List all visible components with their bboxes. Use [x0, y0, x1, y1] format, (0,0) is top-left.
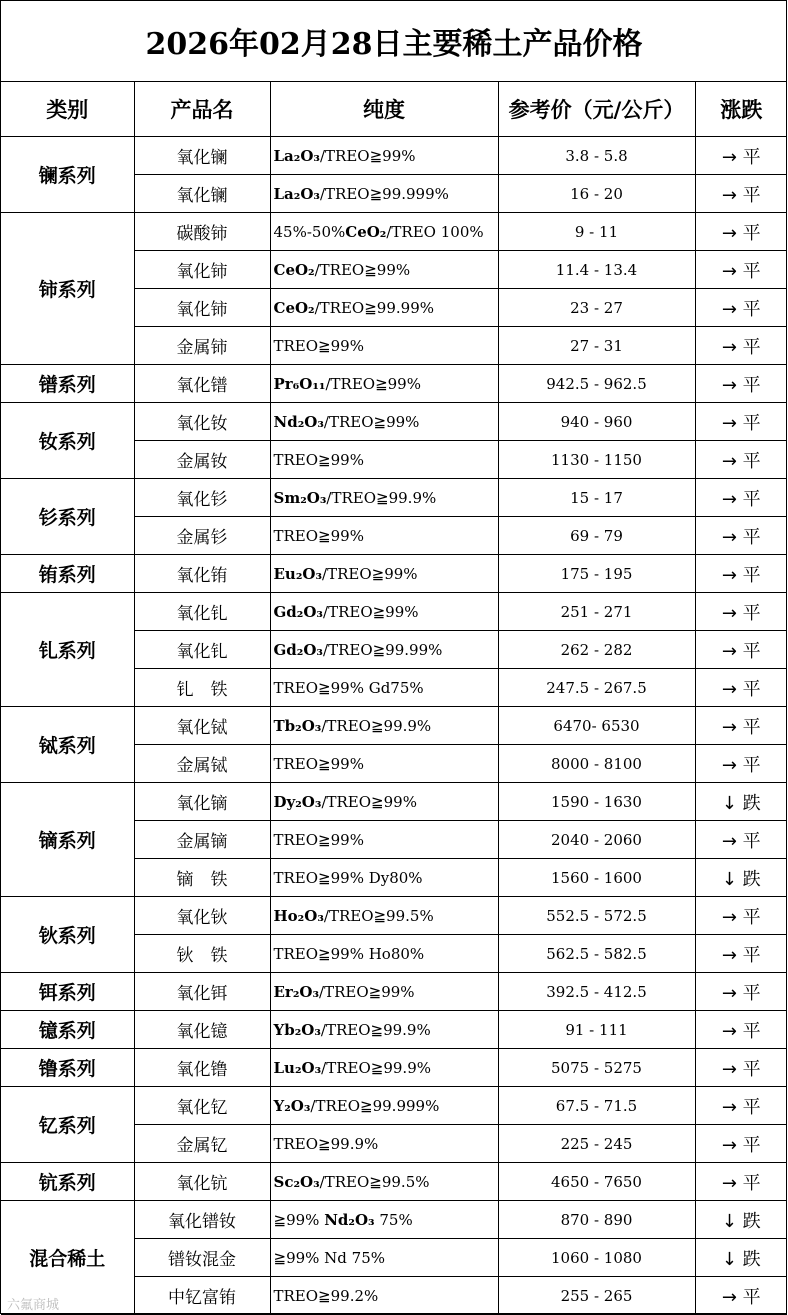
trend-cell: → 平 [695, 289, 787, 327]
formula: Y₂O₃ [273, 1096, 311, 1115]
product-cell: 氧化钐 [134, 479, 270, 517]
purity-cell [270, 213, 498, 251]
purity-cell [270, 859, 498, 897]
trend-cell: → 平 [695, 479, 787, 517]
purity-spec: /TREO≧99% [321, 792, 417, 811]
price-cell: 870 - 890 [498, 1201, 695, 1239]
product-cell: 钆 铁 [134, 669, 270, 707]
purity-spec: ≧99% Nd 75% [273, 1248, 386, 1267]
purity-spec: TREO≧99% [273, 830, 364, 849]
product-cell: 金属钐 [134, 517, 270, 555]
purity-cell [270, 669, 498, 707]
trend-cell: → 平 [695, 821, 787, 859]
product-cell: 碳酸铈 [134, 213, 270, 251]
product-cell: 氧化镧 [134, 175, 270, 213]
purity-prefix: 45%-50% [273, 222, 346, 241]
product-cell: 金属铈 [134, 327, 270, 365]
purity-spec: /TREO≧99.5% [319, 1172, 430, 1191]
formula: Er₂O₃ [273, 982, 320, 1001]
price-cell: 1590 - 1630 [498, 783, 695, 821]
purity-cell [270, 631, 498, 669]
formula: Lu₂O₃ [273, 1058, 322, 1077]
category-cell: 镝系列 [1, 783, 134, 897]
product-cell: 氧化镝 [134, 783, 270, 821]
table-row [1, 707, 787, 745]
trend-cell: → 平 [695, 403, 787, 441]
table-row [1, 1087, 787, 1125]
trend-cell: → 平 [695, 1163, 787, 1201]
trend-cell: → 平 [695, 441, 787, 479]
trend-cell: ↓ 跌 [695, 1239, 787, 1277]
purity-spec: /TREO≧99% [325, 374, 421, 393]
trend-cell: ↓ 跌 [695, 859, 787, 897]
purity-spec: /TREO≧99% [319, 982, 415, 1001]
product-cell: 氧化铕 [134, 555, 270, 593]
trend-cell: → 平 [695, 327, 787, 365]
purity-cell [270, 783, 498, 821]
purity-cell [270, 327, 498, 365]
purity-spec: /TREO≧99.5% [323, 906, 434, 925]
price-cell: 2040 - 2060 [498, 821, 695, 859]
purity-spec: TREO≧99% [273, 526, 364, 545]
purity-cell [270, 289, 498, 327]
price-cell: 255 - 265 [498, 1277, 695, 1315]
price-cell: 9 - 11 [498, 213, 695, 251]
trend-cell: → 平 [695, 745, 787, 783]
page-title: 2026年02月28日主要稀土产品价格 [1, 1, 787, 82]
purity-cell [270, 1087, 498, 1125]
purity-spec: /TREO≧99% [319, 146, 416, 165]
price-cell: 11.4 - 13.4 [498, 251, 695, 289]
price-cell: 4650 - 7650 [498, 1163, 695, 1201]
purity-spec: /TREO≧99.999% [310, 1096, 440, 1115]
product-cell: 氧化钪 [134, 1163, 270, 1201]
formula: Dy₂O₃ [273, 792, 322, 811]
purity-spec: /TREO≧99% [323, 602, 419, 621]
price-cell: 3.8 - 5.8 [498, 137, 695, 175]
product-cell: 氧化铽 [134, 707, 270, 745]
trend-cell: → 平 [695, 1277, 787, 1315]
purity-spec: /TREO 100% [386, 222, 484, 241]
category-cell: 钪系列 [1, 1163, 134, 1201]
purity-cell [270, 1239, 498, 1277]
trend-cell: → 平 [695, 517, 787, 555]
product-cell: 氧化镨钕 [134, 1201, 270, 1239]
purity-cell [270, 251, 498, 289]
price-cell: 940 - 960 [498, 403, 695, 441]
header-category: 类别 [1, 81, 134, 137]
category-cell: 钬系列 [1, 897, 134, 973]
price-cell: 942.5 - 962.5 [498, 365, 695, 403]
product-cell: 钬 铁 [134, 935, 270, 973]
purity-spec: TREO≧99.9% [273, 1134, 379, 1153]
table-row [1, 783, 787, 821]
purity-cell [270, 403, 498, 441]
purity-spec: /TREO≧99.99% [314, 298, 434, 317]
purity-spec: TREO≧99% Dy80% [273, 868, 423, 887]
category-cell: 钐系列 [1, 479, 134, 555]
header-row [1, 81, 787, 137]
trend-cell: → 平 [695, 1011, 787, 1049]
product-cell: 氧化钕 [134, 403, 270, 441]
price-cell: 16 - 20 [498, 175, 695, 213]
purity-cell [270, 707, 498, 745]
trend-cell: → 平 [695, 669, 787, 707]
product-cell: 镨钕混金 [134, 1239, 270, 1277]
table-row [1, 1011, 787, 1049]
formula: Pr₆O₁₁ [273, 374, 326, 393]
purity-spec: TREO≧99% Gd75% [273, 678, 424, 697]
table-row [1, 403, 787, 441]
price-cell: 251 - 271 [498, 593, 695, 631]
purity-spec: TREO≧99% [273, 450, 364, 469]
price-cell: 23 - 27 [498, 289, 695, 327]
formula: Nd₂O₃ [324, 1210, 375, 1229]
trend-cell: → 平 [695, 897, 787, 935]
table-row [1, 1201, 787, 1239]
purity-cell [270, 175, 498, 213]
purity-spec: 75% [374, 1210, 413, 1229]
formula: La₂O₃ [273, 146, 320, 165]
purity-cell [270, 821, 498, 859]
purity-cell [270, 1125, 498, 1163]
category-cell: 钆系列 [1, 593, 134, 707]
price-cell: 1560 - 1600 [498, 859, 695, 897]
purity-cell [270, 897, 498, 935]
trend-cell: → 平 [695, 1087, 787, 1125]
trend-cell: ↓ 跌 [695, 783, 787, 821]
category-cell: 铽系列 [1, 707, 134, 783]
purity-spec: /TREO≧99% [322, 564, 418, 583]
purity-spec: /TREO≧99.99% [323, 640, 443, 659]
price-table [1, 81, 787, 1315]
category-cell: 镱系列 [1, 1011, 134, 1049]
trend-cell: ↓ 跌 [695, 1201, 787, 1239]
category-cell: 镧系列 [1, 137, 134, 213]
category-cell: 镥系列 [1, 1049, 134, 1087]
purity-cell [270, 1163, 498, 1201]
price-cell: 27 - 31 [498, 327, 695, 365]
purity-spec: /TREO≧99.999% [319, 184, 449, 203]
table-row [1, 213, 787, 251]
category-cell: 铈系列 [1, 213, 134, 365]
purity-spec: TREO≧99% [273, 754, 364, 773]
product-cell: 氧化镱 [134, 1011, 270, 1049]
purity-spec: /TREO≧99.9% [326, 488, 437, 507]
purity-prefix: ≧99% [273, 1210, 325, 1229]
product-cell: 氧化钆 [134, 631, 270, 669]
purity-spec: /TREO≧99.9% [321, 716, 432, 735]
category-cell: 镨系列 [1, 365, 134, 403]
formula: Sc₂O₃ [273, 1172, 320, 1191]
price-cell: 562.5 - 582.5 [498, 935, 695, 973]
trend-cell: → 平 [695, 593, 787, 631]
product-cell: 金属钕 [134, 441, 270, 479]
price-cell: 175 - 195 [498, 555, 695, 593]
formula: Ho₂O₃ [273, 906, 324, 925]
price-cell: 1060 - 1080 [498, 1239, 695, 1277]
product-cell: 金属钇 [134, 1125, 270, 1163]
formula: CeO₂ [273, 298, 315, 317]
header-trend: 涨跌 [695, 81, 787, 137]
product-cell: 氧化钬 [134, 897, 270, 935]
price-cell: 392.5 - 412.5 [498, 973, 695, 1011]
table-row [1, 365, 787, 403]
trend-cell: → 平 [695, 1125, 787, 1163]
purity-cell [270, 935, 498, 973]
product-cell: 氧化钆 [134, 593, 270, 631]
trend-cell: → 平 [695, 137, 787, 175]
table-row [1, 555, 787, 593]
table-row [1, 897, 787, 935]
purity-spec: TREO≧99% Ho80% [273, 944, 425, 963]
header-price: 参考价（元/公斤） [498, 81, 695, 137]
purity-cell [270, 137, 498, 175]
product-cell: 氧化铈 [134, 289, 270, 327]
price-cell: 225 - 245 [498, 1125, 695, 1163]
trend-cell: → 平 [695, 555, 787, 593]
table-row [1, 1163, 787, 1201]
purity-spec: TREO≧99% [273, 336, 364, 355]
trend-cell: → 平 [695, 935, 787, 973]
table-row [1, 137, 787, 175]
category-cell: 铒系列 [1, 973, 134, 1011]
category-cell: 铕系列 [1, 555, 134, 593]
table-row [1, 479, 787, 517]
category-cell: 钇系列 [1, 1087, 134, 1163]
price-cell: 552.5 - 572.5 [498, 897, 695, 935]
formula: La₂O₃ [273, 184, 320, 203]
product-cell: 氧化铈 [134, 251, 270, 289]
trend-cell: → 平 [695, 973, 787, 1011]
product-cell: 氧化镧 [134, 137, 270, 175]
trend-cell: → 平 [695, 707, 787, 745]
purity-cell [270, 1049, 498, 1087]
table-row [1, 593, 787, 631]
formula: Nd₂O₃ [273, 412, 324, 431]
trend-cell: → 平 [695, 251, 787, 289]
price-cell: 15 - 17 [498, 479, 695, 517]
trend-cell: → 平 [695, 1049, 787, 1087]
price-cell: 8000 - 8100 [498, 745, 695, 783]
formula: Sm₂O₃ [273, 488, 327, 507]
header-purity: 纯度 [270, 81, 498, 137]
product-cell: 氧化铒 [134, 973, 270, 1011]
purity-cell [270, 517, 498, 555]
category-cell: 钕系列 [1, 403, 134, 479]
purity-cell [270, 973, 498, 1011]
purity-spec: /TREO≧99.9% [321, 1058, 431, 1077]
purity-cell [270, 555, 498, 593]
formula: Yb₂O₃ [273, 1020, 321, 1039]
formula: CeO₂ [345, 222, 387, 241]
purity-cell [270, 1011, 498, 1049]
product-cell: 金属铽 [134, 745, 270, 783]
purity-spec: TREO≧99.2% [273, 1286, 379, 1305]
formula: Gd₂O₃ [273, 602, 324, 621]
trend-cell: → 平 [695, 631, 787, 669]
formula: Eu₂O₃ [273, 564, 323, 583]
product-cell: 氧化钇 [134, 1087, 270, 1125]
trend-cell: → 平 [695, 213, 787, 251]
price-cell: 5075 - 5275 [498, 1049, 695, 1087]
product-cell: 金属镝 [134, 821, 270, 859]
purity-cell [270, 745, 498, 783]
formula: Gd₂O₃ [273, 640, 324, 659]
price-cell: 69 - 79 [498, 517, 695, 555]
product-cell: 中钇富铕 [134, 1277, 270, 1315]
formula: Tb₂O₃ [273, 716, 322, 735]
price-cell: 6470- 6530 [498, 707, 695, 745]
price-cell: 247.5 - 267.5 [498, 669, 695, 707]
watermark-logo: 六氟商城 [7, 1298, 60, 1313]
product-cell: 镝 铁 [134, 859, 270, 897]
purity-spec: /TREO≧99% [323, 412, 420, 431]
purity-cell [270, 1201, 498, 1239]
price-cell: 67.5 - 71.5 [498, 1087, 695, 1125]
table-row [1, 1049, 787, 1087]
purity-spec: /TREO≧99% [314, 260, 411, 279]
header-product: 产品名 [134, 81, 270, 137]
table-row [1, 973, 787, 1011]
purity-cell [270, 365, 498, 403]
price-cell: 1130 - 1150 [498, 441, 695, 479]
purity-cell [270, 479, 498, 517]
purity-cell [270, 1277, 498, 1315]
trend-cell: → 平 [695, 365, 787, 403]
category-cell: 混合稀土 [1, 1201, 134, 1315]
price-cell: 262 - 282 [498, 631, 695, 669]
trend-cell: → 平 [695, 175, 787, 213]
purity-spec: /TREO≧99.9% [320, 1020, 431, 1039]
purity-cell [270, 441, 498, 479]
table-body [1, 137, 787, 1315]
purity-cell [270, 593, 498, 631]
product-cell: 氧化镥 [134, 1049, 270, 1087]
formula: CeO₂ [273, 260, 315, 279]
price-cell: 91 - 111 [498, 1011, 695, 1049]
product-cell: 氧化镨 [134, 365, 270, 403]
